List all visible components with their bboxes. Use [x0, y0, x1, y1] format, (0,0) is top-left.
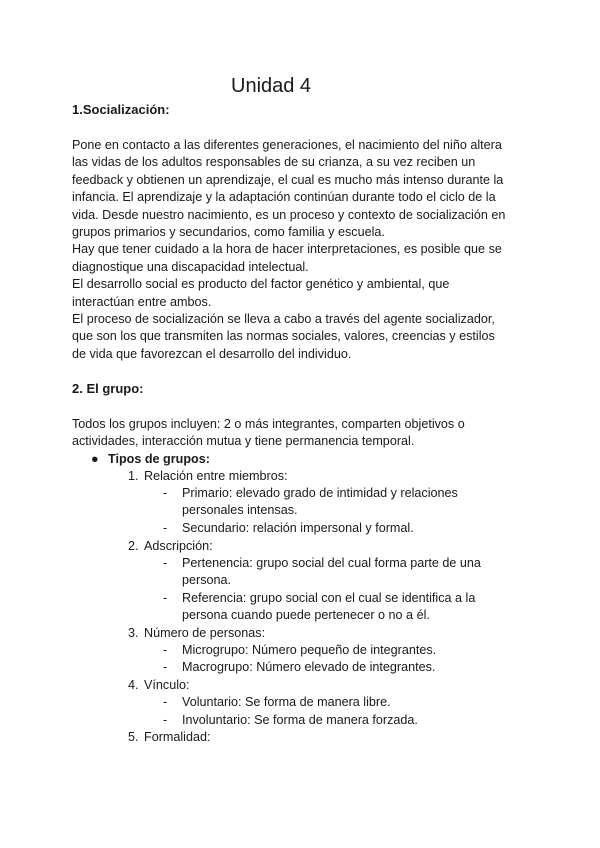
list-item-label: Relación entre miembros:	[144, 469, 288, 483]
sub-item-line: personales intensas.	[182, 503, 298, 518]
paragraph-line: que son los que transmiten las normas sociales, valores, creencias y estilos	[72, 329, 495, 344]
list-number: 3.	[128, 626, 139, 640]
paragraph-grupo	[72, 416, 532, 451]
list-number: 1.	[128, 469, 139, 483]
paragraph-line: El desarrollo social es producto del factor genético y ambiental, que	[72, 277, 450, 292]
dash-marker: -	[163, 643, 168, 657]
paragraph-line: Pone en contacto a las diferentes generaciones, el nacimiento del niño altera	[72, 138, 502, 152]
list-item-label: Número de personas:	[144, 626, 266, 640]
list-number: 4.	[128, 678, 139, 692]
sub-item-line: Macrogrupo: Número elevado de integrantes.	[182, 660, 436, 674]
page-title: Unidad 4	[231, 75, 312, 97]
list-item-vinculo	[128, 677, 190, 694]
sub-item-pertenencia	[163, 555, 481, 590]
paragraph-line: de vida que favorezcan el desarrollo del individuo.	[72, 346, 352, 361]
paragraph-line: diagnostique una discapacidad intelectual.	[72, 259, 309, 274]
sub-item-line: Referencia: grupo social con el cual se identifica a la	[182, 591, 476, 605]
sub-item-line: persona cuando puede pertenecer o no a él.	[182, 608, 430, 623]
paragraph-line: infancia. El aprendizaje y la adaptación continúan durante todo el ciclo de la	[72, 190, 496, 205]
sub-item-line: persona.	[182, 573, 232, 588]
paragraph-line: grupos primarios y secundarios, como familia y escuela.	[72, 225, 385, 240]
paragraph-line: vida. Desde nuestro nacimiento, es un proceso y contexto de socialización en	[72, 207, 506, 222]
paragraph-line: feedback y obtienen un aprendizaje, el cual es mucho más intenso durante la	[72, 172, 504, 187]
paragraph-socializacion	[72, 137, 532, 363]
dash-marker: -	[163, 713, 168, 727]
list-item-label: Vínculo:	[144, 678, 190, 692]
sub-item-line: Secundario: relación impersonal y formal.	[182, 521, 414, 535]
paragraph-line: Todos los grupos incluyen: 2 o más integrantes, comparten objetivos o	[72, 417, 465, 431]
bullet-dot-icon: ●	[91, 452, 99, 466]
list-item-relacion	[128, 468, 288, 485]
dash-marker: -	[163, 486, 168, 500]
list-item-label: Formalidad:	[144, 730, 211, 744]
section-heading-socializacion: 1.Socialización:	[72, 102, 170, 117]
sub-item-secundario	[163, 520, 414, 537]
paragraph-line: Hay que tener cuidado a la hora de hacer interpretaciones, es posible que se	[72, 242, 502, 257]
sub-item-line: Microgrupo: Número pequeño de integrantes.	[182, 643, 437, 657]
sub-item-microgrupo	[163, 642, 436, 659]
bullet-tipos-de-grupos	[91, 451, 210, 468]
dash-marker: -	[163, 660, 168, 674]
list-number: 5.	[128, 730, 139, 744]
list-item-formalidad	[128, 729, 211, 746]
sub-item-line: Voluntario: Se forma de manera libre.	[182, 695, 391, 709]
sub-item-voluntario	[163, 694, 391, 711]
sub-item-line: Pertenencia: grupo social del cual forma parte de una	[182, 556, 481, 570]
list-number: 2.	[128, 539, 139, 553]
sub-item-line: Primario: elevado grado de intimidad y relaciones	[182, 486, 458, 500]
dash-marker: -	[163, 521, 168, 535]
sub-item-involuntario	[163, 712, 418, 729]
sub-item-referencia	[163, 590, 475, 625]
paragraph-line: actividades, interacción mutua y tiene permanencia temporal.	[72, 434, 415, 449]
sub-item-primario	[163, 485, 458, 520]
bullet-label: Tipos de grupos:	[108, 452, 210, 466]
paragraph-line: las vidas de los adultos responsables de su crianza, a su vez reciben un	[72, 155, 476, 170]
dash-marker: -	[163, 591, 168, 605]
list-item-adscripcion	[128, 538, 213, 555]
dash-marker: -	[163, 695, 168, 709]
section-heading-grupo: 2. El grupo:	[72, 381, 144, 396]
sub-item-line: Involuntario: Se forma de manera forzada.	[182, 713, 418, 727]
list-item-numero-personas	[128, 625, 265, 642]
list-item-label: Adscripción:	[144, 539, 213, 553]
sub-item-macrogrupo	[163, 659, 435, 676]
paragraph-line: interactúan entre ambos.	[72, 294, 212, 309]
paragraph-line: El proceso de socialización se lleva a cabo a través del agente socializador,	[72, 312, 495, 327]
dash-marker: -	[163, 556, 168, 570]
